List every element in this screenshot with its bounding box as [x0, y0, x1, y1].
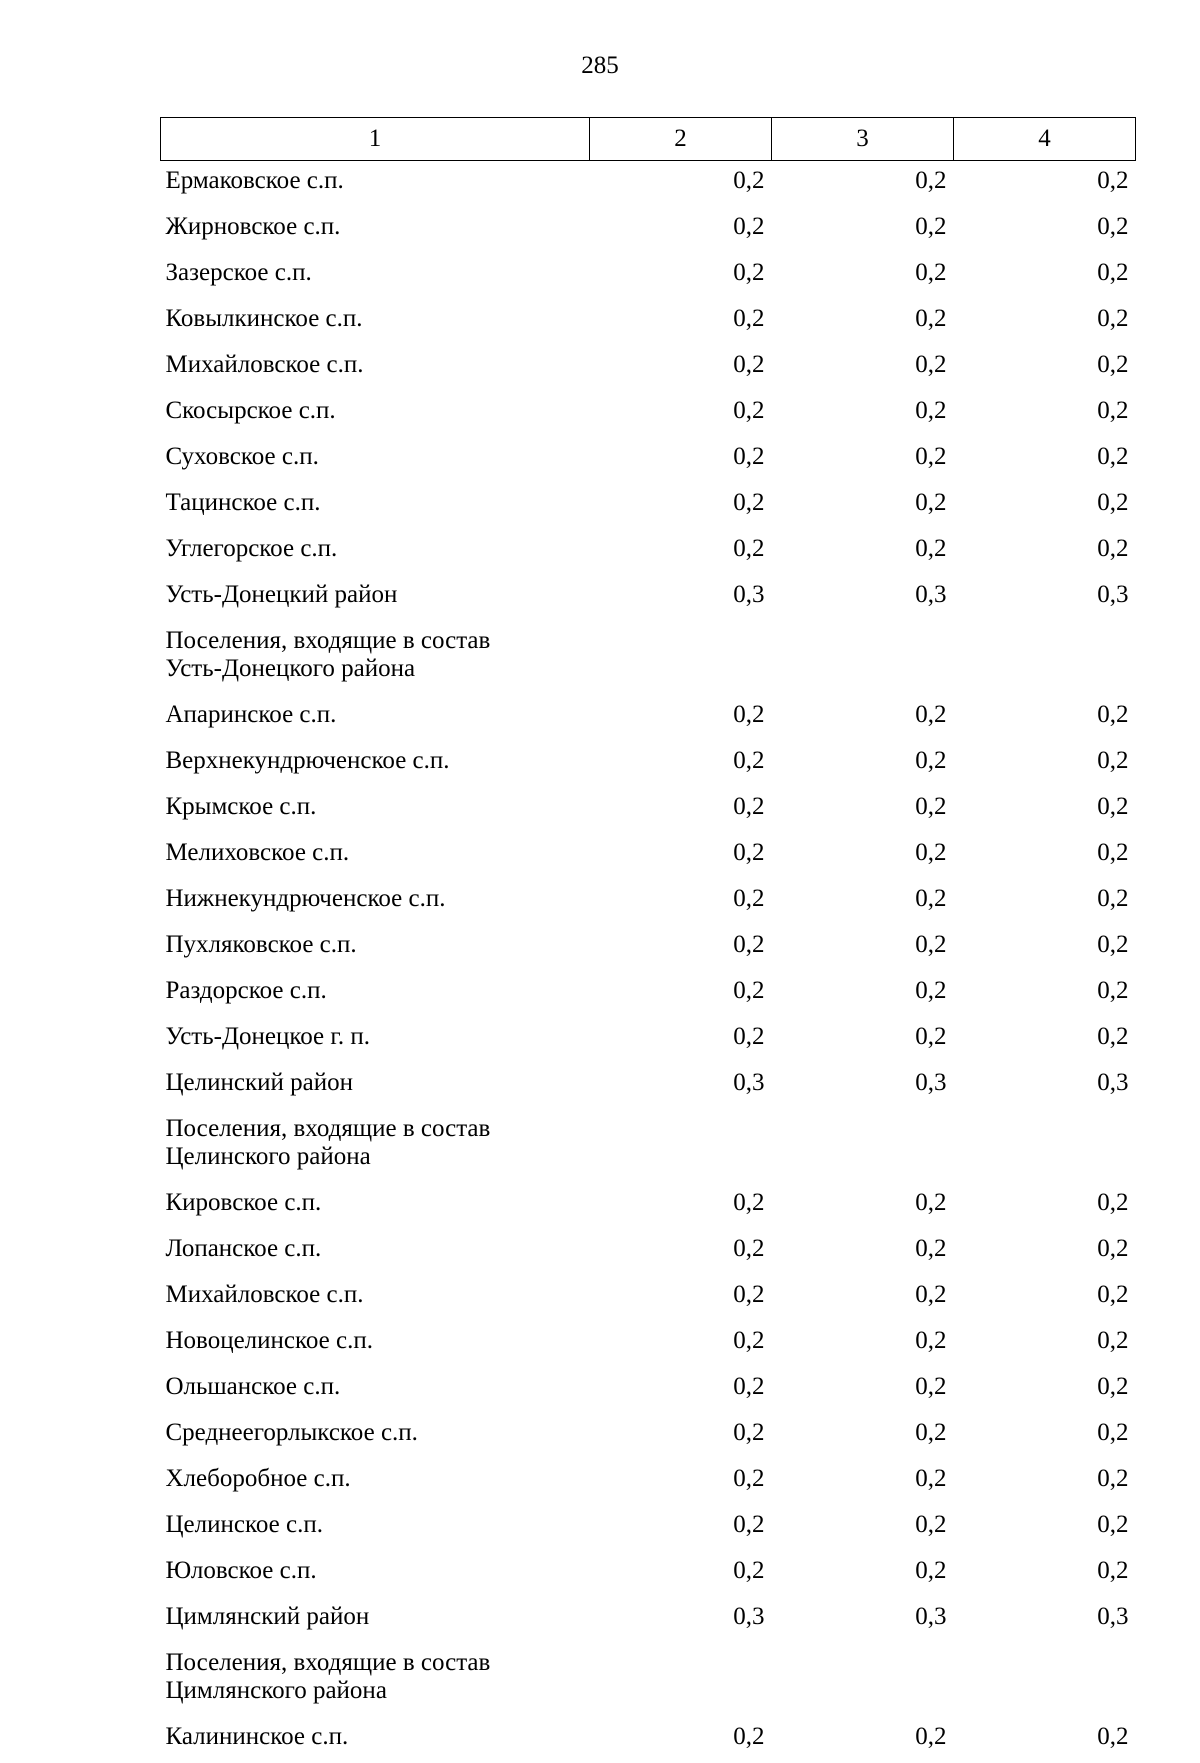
- column-header-1: 1: [161, 118, 590, 161]
- row-name-cell: [161, 483, 590, 529]
- column-header-4: 4: [954, 118, 1136, 161]
- row-name-line-2: Цимлянского района: [166, 1677, 590, 1705]
- table-row: [161, 1017, 1136, 1063]
- row-name: Усть-Донецкое г. п.: [166, 1023, 590, 1051]
- value-cell-col-4: [954, 1643, 1136, 1717]
- row-name-cell: [161, 1183, 590, 1229]
- row-name: Кировское с.п.: [166, 1189, 590, 1217]
- value-cell-col-4: 0,2: [954, 879, 1136, 925]
- group-heading-row: [161, 1643, 1136, 1717]
- row-name: Михайловское с.п.: [166, 351, 590, 379]
- group-heading-row: [161, 1109, 1136, 1183]
- value-cell-col-2: 0,2: [590, 1275, 772, 1321]
- value-cell-col-2: 0,2: [590, 207, 772, 253]
- row-name: Калининское с.п.: [166, 1723, 590, 1751]
- row-name: Целинский район: [166, 1069, 590, 1097]
- row-name-cell: [161, 1717, 590, 1763]
- table-row: [161, 1183, 1136, 1229]
- value-cell-col-3: [772, 621, 954, 695]
- value-cell-col-3: [772, 1643, 954, 1717]
- value-cell-col-3: 0,3: [772, 1063, 954, 1109]
- row-name: Усть-Донецкий район: [166, 581, 590, 609]
- value-cell-col-4: 0,2: [954, 161, 1136, 208]
- value-cell-col-4: 0,2: [954, 437, 1136, 483]
- row-name: Суховское с.п.: [166, 443, 590, 471]
- value-cell-col-4: 0,2: [954, 1367, 1136, 1413]
- value-cell-col-2: [590, 1643, 772, 1717]
- table-row: [161, 1275, 1136, 1321]
- value-cell-col-2: [590, 621, 772, 695]
- value-cell-col-2: 0,2: [590, 483, 772, 529]
- header-row: [161, 118, 1136, 161]
- value-cell-col-4: 0,2: [954, 1017, 1136, 1063]
- value-cell-col-2: 0,2: [590, 1413, 772, 1459]
- value-cell-col-4: 0,2: [954, 833, 1136, 879]
- value-cell-col-3: 0,2: [772, 1717, 954, 1763]
- value-cell-col-4: [954, 621, 1136, 695]
- value-cell-col-2: 0,2: [590, 787, 772, 833]
- row-name: Среднеегорлыкское с.п.: [166, 1419, 590, 1447]
- value-cell-col-2: 0,2: [590, 437, 772, 483]
- table-row: [161, 787, 1136, 833]
- table-row: [161, 253, 1136, 299]
- value-cell-col-4: 0,2: [954, 925, 1136, 971]
- value-cell-col-3: 0,2: [772, 299, 954, 345]
- value-cell-col-4: 0,2: [954, 741, 1136, 787]
- row-name-cell: [161, 345, 590, 391]
- row-name-cell: [161, 1109, 590, 1183]
- value-cell-col-2: 0,2: [590, 1459, 772, 1505]
- value-cell-col-2: 0,3: [590, 1063, 772, 1109]
- value-cell-col-4: 0,2: [954, 1551, 1136, 1597]
- value-cell-col-3: 0,2: [772, 1017, 954, 1063]
- row-name: Жирновское с.п.: [166, 213, 590, 241]
- value-cell-col-4: [954, 1109, 1136, 1183]
- row-name: Мелиховское с.п.: [166, 839, 590, 867]
- table-row: [161, 833, 1136, 879]
- value-cell-col-3: 0,2: [772, 1459, 954, 1505]
- row-name: Нижнекундрюченское с.п.: [166, 885, 590, 913]
- value-cell-col-2: 0,2: [590, 833, 772, 879]
- table-row: [161, 1459, 1136, 1505]
- value-cell-col-3: 0,2: [772, 1275, 954, 1321]
- row-name-cell: [161, 879, 590, 925]
- table-row: [161, 1551, 1136, 1597]
- row-name-cell: [161, 925, 590, 971]
- row-name-cell: [161, 161, 590, 208]
- value-cell-col-4: 0,2: [954, 1229, 1136, 1275]
- row-name: Михайловское с.п.: [166, 1281, 590, 1309]
- row-name-cell: [161, 621, 590, 695]
- value-cell-col-4: 0,2: [954, 391, 1136, 437]
- row-name-cell: [161, 437, 590, 483]
- row-name-cell: [161, 1229, 590, 1275]
- value-cell-col-2: 0,2: [590, 925, 772, 971]
- row-name-cell: [161, 787, 590, 833]
- row-name: Юловское с.п.: [166, 1557, 590, 1585]
- value-cell-col-4: 0,2: [954, 1321, 1136, 1367]
- value-cell-col-3: 0,2: [772, 391, 954, 437]
- value-cell-col-2: 0,2: [590, 253, 772, 299]
- row-name: Поселения, входящие в состав: [166, 627, 590, 655]
- row-name: Поселения, входящие в состав: [166, 1649, 590, 1677]
- group-heading-row: [161, 621, 1136, 695]
- value-cell-col-4: 0,3: [954, 1063, 1136, 1109]
- row-name: Углегорское с.п.: [166, 535, 590, 563]
- row-name-line-2: Усть-Донецкого района: [166, 655, 590, 683]
- value-cell-col-4: 0,2: [954, 695, 1136, 741]
- row-name-cell: [161, 1597, 590, 1643]
- table-row: [161, 879, 1136, 925]
- row-name-cell: [161, 207, 590, 253]
- row-name-cell: [161, 253, 590, 299]
- row-name: Цимлянский район: [166, 1603, 590, 1631]
- table-row: [161, 391, 1136, 437]
- value-cell-col-3: 0,2: [772, 787, 954, 833]
- value-cell-col-4: 0,3: [954, 1597, 1136, 1643]
- table-body: [161, 161, 1136, 1763]
- value-cell-col-2: 0,2: [590, 161, 772, 208]
- row-name-cell: [161, 1505, 590, 1551]
- row-name-cell: [161, 299, 590, 345]
- value-cell-col-3: 0,3: [772, 575, 954, 621]
- row-name-cell: [161, 1459, 590, 1505]
- value-cell-col-3: 0,2: [772, 1321, 954, 1367]
- row-name: Лопанское с.п.: [166, 1235, 590, 1263]
- value-cell-col-2: 0,2: [590, 695, 772, 741]
- value-cell-col-3: 0,2: [772, 1413, 954, 1459]
- value-cell-col-2: 0,2: [590, 1017, 772, 1063]
- row-name: Пухляковское с.п.: [166, 931, 590, 959]
- value-cell-col-2: 0,3: [590, 575, 772, 621]
- row-name-cell: [161, 1063, 590, 1109]
- table-row: [161, 483, 1136, 529]
- row-name: Крымское с.п.: [166, 793, 590, 821]
- value-cell-col-3: 0,2: [772, 1229, 954, 1275]
- table-row: [161, 1413, 1136, 1459]
- table-row: [161, 1367, 1136, 1413]
- value-cell-col-4: 0,2: [954, 253, 1136, 299]
- value-cell-col-4: 0,2: [954, 1505, 1136, 1551]
- table-header: [161, 118, 1136, 161]
- table-row: [161, 925, 1136, 971]
- row-name-cell: [161, 575, 590, 621]
- table-row: [161, 575, 1136, 621]
- value-cell-col-2: 0,2: [590, 879, 772, 925]
- value-cell-col-3: 0,2: [772, 971, 954, 1017]
- value-cell-col-2: 0,2: [590, 345, 772, 391]
- row-name: Ковылкинское с.п.: [166, 305, 590, 333]
- table-row: [161, 1063, 1136, 1109]
- table-row: [161, 1597, 1136, 1643]
- value-cell-col-2: 0,2: [590, 299, 772, 345]
- table-row: [161, 437, 1136, 483]
- value-cell-col-4: 0,2: [954, 971, 1136, 1017]
- table-row: [161, 345, 1136, 391]
- value-cell-col-2: 0,2: [590, 1183, 772, 1229]
- value-cell-col-3: 0,2: [772, 1505, 954, 1551]
- row-name: Хлеборобное с.п.: [166, 1465, 590, 1493]
- table-row: [161, 1717, 1136, 1763]
- row-name-cell: [161, 695, 590, 741]
- value-cell-col-3: [772, 1109, 954, 1183]
- value-cell-col-4: 0,2: [954, 299, 1136, 345]
- table-row: [161, 529, 1136, 575]
- value-cell-col-4: 0,2: [954, 529, 1136, 575]
- row-name-cell: [161, 1321, 590, 1367]
- table-row: [161, 1505, 1136, 1551]
- value-cell-col-3: 0,2: [772, 925, 954, 971]
- value-cell-col-2: 0,2: [590, 1551, 772, 1597]
- value-cell-col-3: 0,2: [772, 529, 954, 575]
- value-cell-col-2: [590, 1109, 772, 1183]
- value-cell-col-2: 0,2: [590, 1367, 772, 1413]
- value-cell-col-2: 0,2: [590, 971, 772, 1017]
- row-name-cell: [161, 1275, 590, 1321]
- table-row: [161, 299, 1136, 345]
- row-name: Ольшанское с.п.: [166, 1373, 590, 1401]
- value-cell-col-2: 0,2: [590, 1229, 772, 1275]
- value-cell-col-3: 0,2: [772, 253, 954, 299]
- row-name-cell: [161, 1551, 590, 1597]
- row-name: Ермаковское с.п.: [166, 167, 590, 195]
- row-name: Апаринское с.п.: [166, 701, 590, 729]
- row-name-cell: [161, 971, 590, 1017]
- row-name-cell: [161, 1643, 590, 1717]
- page-number: 285: [0, 52, 1200, 80]
- column-header-2: 2: [590, 118, 772, 161]
- value-cell-col-4: 0,2: [954, 1413, 1136, 1459]
- value-cell-col-2: 0,3: [590, 1597, 772, 1643]
- value-cell-col-2: 0,2: [590, 391, 772, 437]
- row-name: Целинское с.п.: [166, 1511, 590, 1539]
- column-header-3: 3: [772, 118, 954, 161]
- table-row: [161, 1229, 1136, 1275]
- table-row: [161, 695, 1136, 741]
- value-cell-col-3: 0,2: [772, 695, 954, 741]
- row-name-cell: [161, 1017, 590, 1063]
- value-cell-col-3: 0,2: [772, 207, 954, 253]
- value-cell-col-4: 0,2: [954, 207, 1136, 253]
- value-cell-col-4: 0,2: [954, 787, 1136, 833]
- value-cell-col-2: 0,2: [590, 1321, 772, 1367]
- value-cell-col-2: 0,2: [590, 1505, 772, 1551]
- value-cell-col-3: 0,2: [772, 483, 954, 529]
- row-name: Скосырское с.п.: [166, 397, 590, 425]
- value-cell-col-3: 0,2: [772, 437, 954, 483]
- value-cell-col-3: 0,2: [772, 1367, 954, 1413]
- value-cell-col-3: 0,2: [772, 161, 954, 208]
- row-name-cell: [161, 741, 590, 787]
- row-name: Верхнекундрюченское с.п.: [166, 747, 590, 775]
- data-table: [160, 117, 1136, 1763]
- table-row: [161, 741, 1136, 787]
- value-cell-col-3: 0,2: [772, 833, 954, 879]
- row-name-cell: [161, 1413, 590, 1459]
- row-name-line-2: Целинского района: [166, 1143, 590, 1171]
- value-cell-col-2: 0,2: [590, 741, 772, 787]
- value-cell-col-3: 0,3: [772, 1597, 954, 1643]
- value-cell-col-4: 0,2: [954, 1183, 1136, 1229]
- value-cell-col-3: 0,2: [772, 879, 954, 925]
- value-cell-col-4: 0,2: [954, 1459, 1136, 1505]
- table-row: [161, 161, 1136, 208]
- value-cell-col-2: 0,2: [590, 1717, 772, 1763]
- value-cell-col-4: 0,2: [954, 345, 1136, 391]
- row-name: Поселения, входящие в состав: [166, 1115, 590, 1143]
- value-cell-col-4: 0,2: [954, 483, 1136, 529]
- row-name: Раздорское с.п.: [166, 977, 590, 1005]
- value-cell-col-4: 0,3: [954, 575, 1136, 621]
- row-name: Тацинское с.п.: [166, 489, 590, 517]
- row-name: Новоцелинское с.п.: [166, 1327, 590, 1355]
- table-row: [161, 207, 1136, 253]
- value-cell-col-3: 0,2: [772, 1183, 954, 1229]
- value-cell-col-4: 0,2: [954, 1275, 1136, 1321]
- value-cell-col-3: 0,2: [772, 1551, 954, 1597]
- table-row: [161, 1321, 1136, 1367]
- row-name-cell: [161, 529, 590, 575]
- value-cell-col-2: 0,2: [590, 529, 772, 575]
- row-name-cell: [161, 833, 590, 879]
- value-cell-col-4: 0,2: [954, 1717, 1136, 1763]
- row-name-cell: [161, 391, 590, 437]
- row-name: Зазерское с.п.: [166, 259, 590, 287]
- value-cell-col-3: 0,2: [772, 741, 954, 787]
- value-cell-col-3: 0,2: [772, 345, 954, 391]
- row-name-cell: [161, 1367, 590, 1413]
- table-row: [161, 971, 1136, 1017]
